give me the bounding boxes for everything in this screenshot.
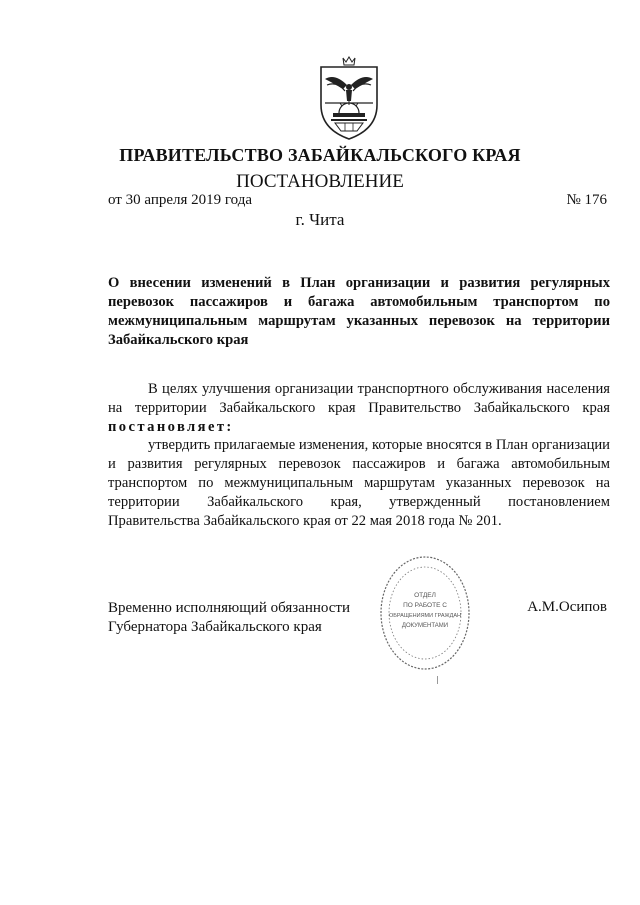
coat-of-arms-icon [313,55,385,141]
round-seal-icon [377,553,473,673]
signatory-position-line-1: Временно исполняющий обязанности [108,600,351,616]
stamp-line-2: ПО РАБОТЕ С [403,602,447,609]
body-paragraph-1 [108,380,610,437]
document-city: г. Чита [295,210,345,229]
government-name: ПРАВИТЕЛЬСТВО ЗАБАЙКАЛЬСКОГО КРАЯ [119,145,521,165]
document-subject: О внесении изменений в План организации и развития регулярных перевозок пассажиров и багажа автомобильным транспортом по межмуниципальным маршрутам указанных перевозок на территории Забайкальского края [108,275,610,348]
signatory-position [108,599,350,637]
stamp-tick [437,676,438,684]
document-number: № 176 [566,192,607,208]
stamp-line-3: ОБРАЩЕНИЯМИ ГРАЖДАН [388,613,462,619]
stamp-line-1: ОТДЕЛ [414,592,436,599]
document-type: ПОСТАНОВЛЕНИЕ [236,171,404,192]
body-paragraph-1-emphasis: постановляет: [108,419,234,435]
signatory-position-line-2: Губернатора Забайкальского края [108,619,322,635]
signatory-name: А.М.Осипов [527,599,607,615]
body-paragraph-2: утвердить прилагаемые изменения, которые вносятся в План организации и развития регулярных перевозок пассажиров и багажа автомобильным транспортом по межмуниципальным маршрутам указанных перевозок на территории Забайкальского края, утвержденный постановлением Правительства Забайкальского края от 22 мая 2018 года № 201. [108,437,610,529]
document-date: от 30 апреля 2019 года [108,192,253,208]
body-paragraph-1-text: В целях улучшения организации транспортного обслуживания населения на территории Забайкальского края Правительство Забайкальского края [108,381,610,416]
stamp-line-4: ДОКУМЕНТАМИ [401,623,449,629]
